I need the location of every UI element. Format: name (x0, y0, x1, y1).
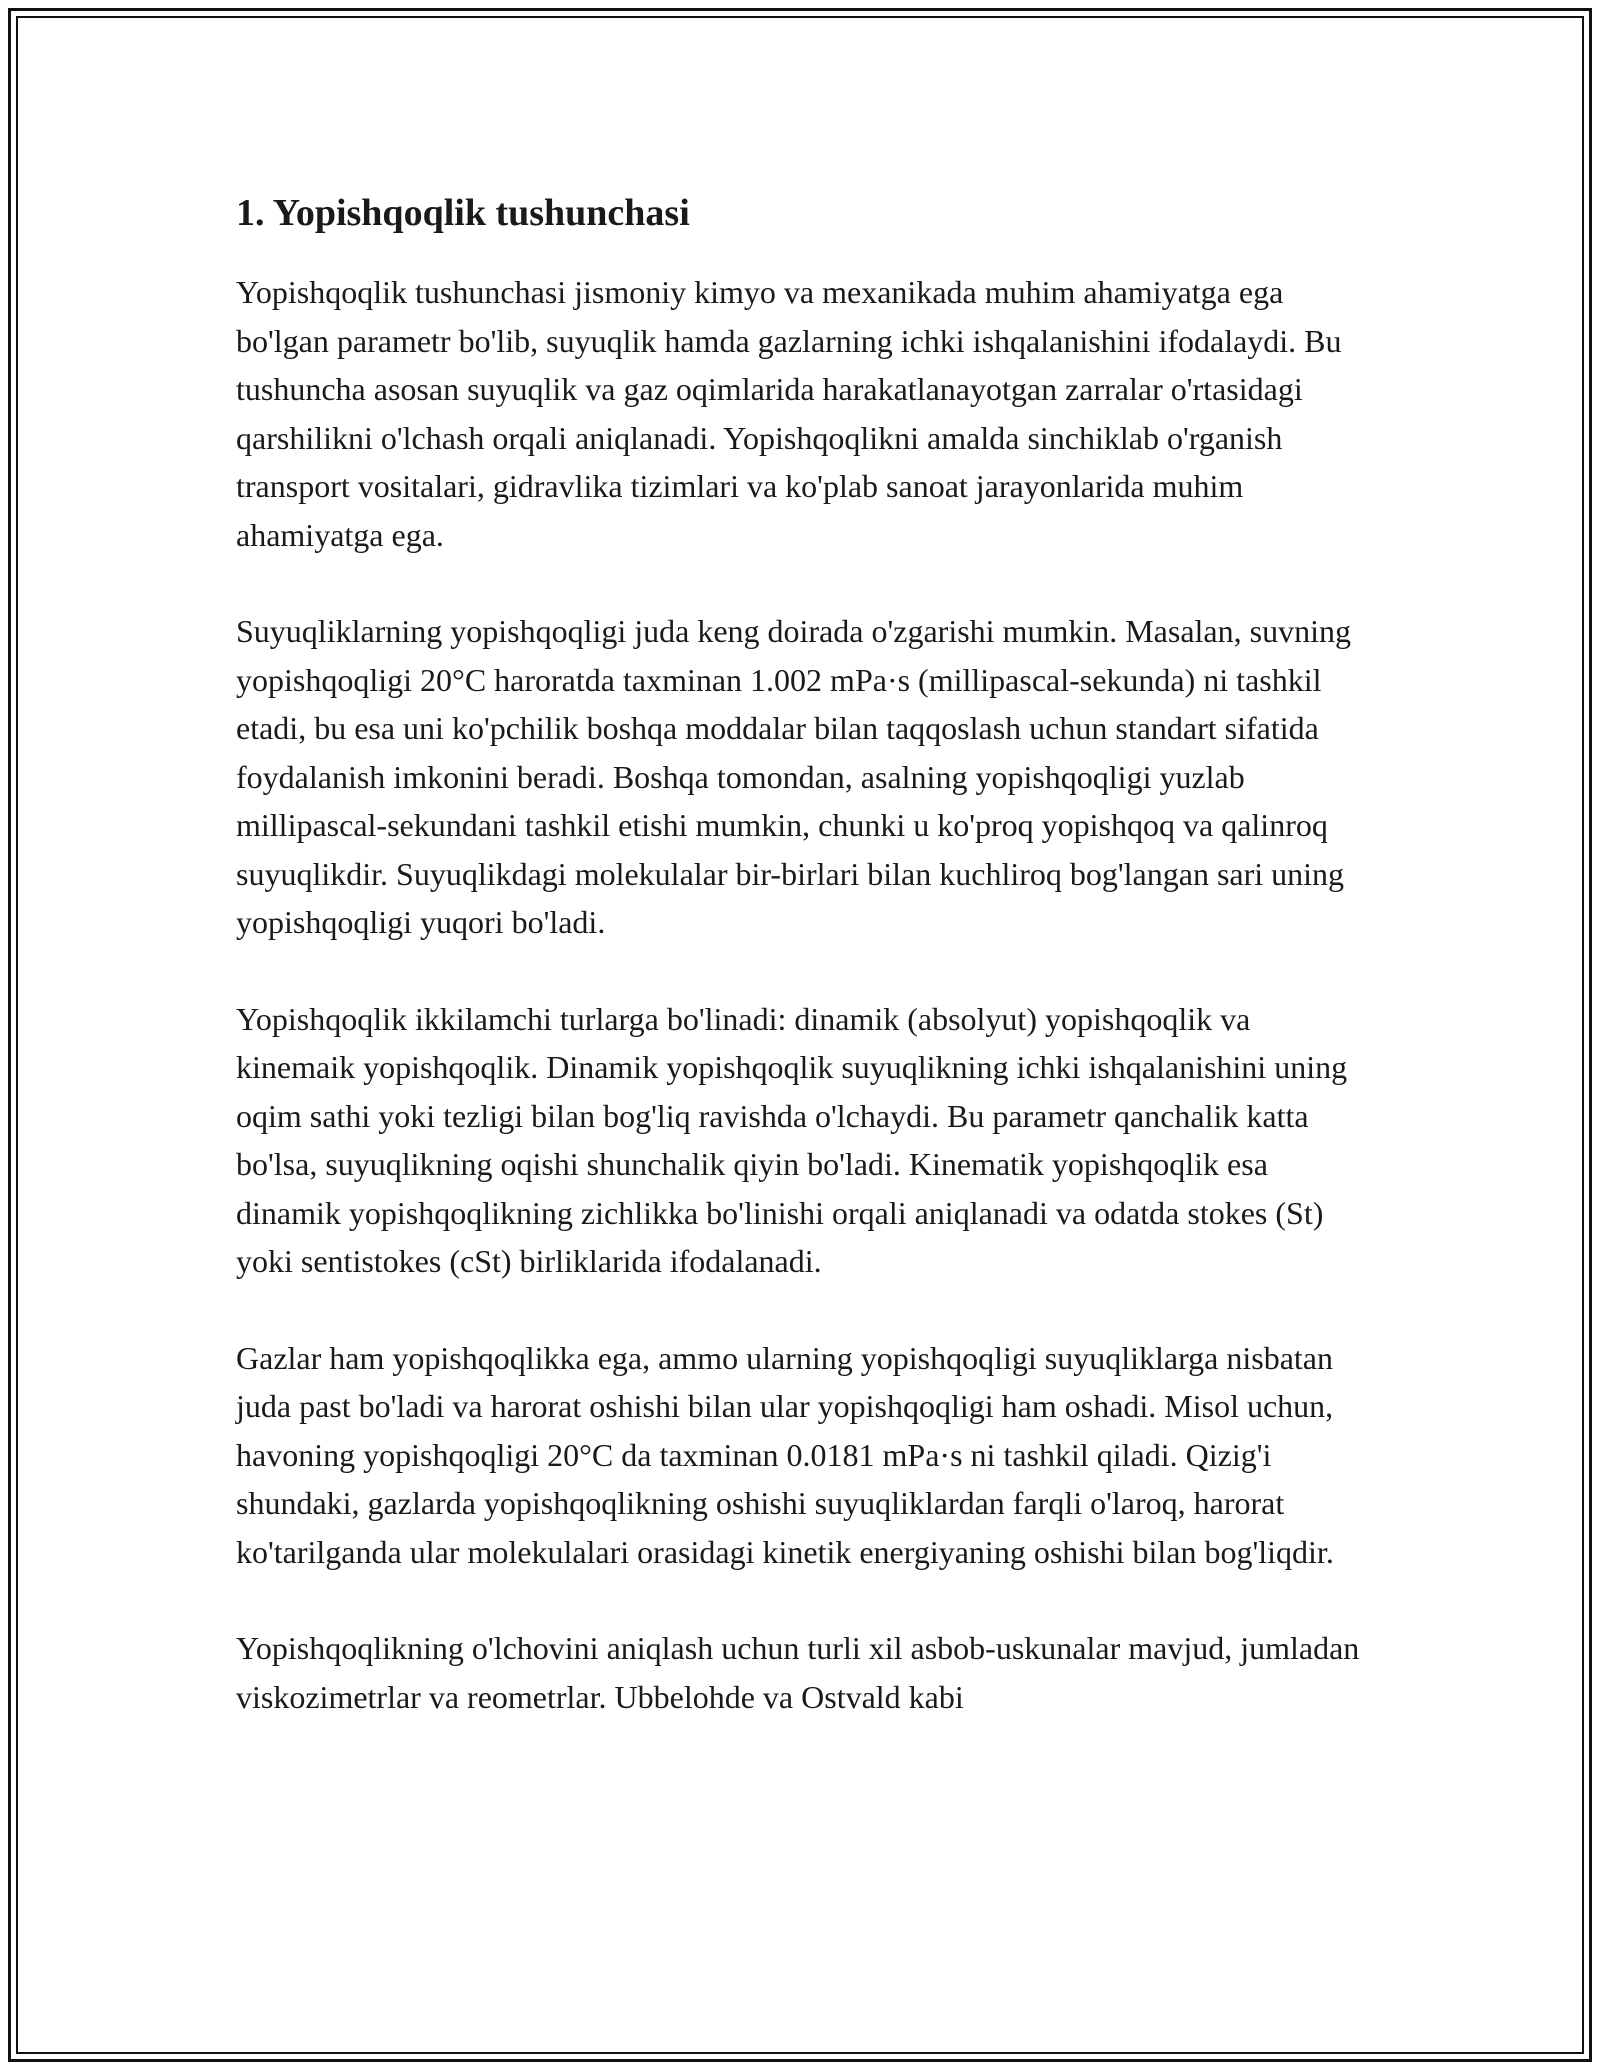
paragraph-1: Yopishqoqlik tushunchasi jismoniy kimyo va mexanikada muhim ahamiyatga ega bo'lgan parametr bo'lib, suyuqlik hamda gazlarning ichki ishqalanishini ifodalaydi. Bu tushuncha asosan suyuqlik va gaz oqimlarida harakatlanayotgan zarralar o'rtasidagi qarshilikni o'lchash orqali aniqlanadi. Yopishqoqlikni amalda sinchiklab o'rganish transport vositalari, gidravlika tizimlari va ko'plab sanoat jarayonlarida muhim ahamiyatga ega. (236, 274, 1342, 553)
paragraph-5: Yopishqoqlikning o'lchovini aniqlash uchun turli xil asbob-uskunalar mavjud, jumladan viskozimetrlar va reometrlar. Ubbelohde va Ostvald kabi (236, 1630, 1360, 1715)
section-heading: 1. Yopishqoqlik tushunchasi (236, 192, 690, 234)
paragraph-4: Gazlar ham yopishqoqlikka ega, ammo ularning yopishqoqligi suyuqliklarga nisbatan juda past bo'ladi va harorat oshishi bilan ular yopishqoqligi ham oshadi. Misol uchun, havoning yopishqoqligi 20°C da taxminan 0.0181 mPa·s ni tashkil qiladi. Qizig'i shundaki, gazlarda yopishqoqlikning oshishi suyuqliklardan farqli o'laroq, harorat ko'tarilganda ular molekulalari orasidagi kinetik energiyaning oshishi bilan bog'liqdir. (236, 1339, 1334, 1570)
paragraph-2: Suyuqliklarning yopishqoqligi juda keng doirada o'zgarishi mumkin. Masalan, suvning yopishqoqligi 20°C haroratda taxminan 1.002 mPa·s (millipascal-sekunda) ni tashkil etadi, bu esa uni ko'pchilik boshqa moddalar bilan taqqoslash uchun standart sifatida foydalanish imkonini beradi. Boshqa tomondan, asalning yopishqoqligi yuzlab millipascal-sekundani tashkil etishi mumkin, chunki u ko'proq yopishqoq va qalinroq suyuqlikdir. Suyuqlikdagi molekulalar bir-birlari bilan kuchliroq bog'langan sari uning yopishqoqligi yuqori bo'ladi. (236, 613, 1351, 940)
document-body (236, 184, 1376, 1769)
paragraph-3: Yopishqoqlik ikkilamchi turlarga bo'linadi: dinamik (absolyut) yopishqoqlik va kinemaik yopishqoqlik. Dinamik yopishqoqlik suyuqlikning ichki ishqalanishini uning oqim sathi yoki tezligi bilan bog'liq ravishda o'lchaydi. Bu parametr qanchalik katta bo'lsa, suyuqlikning oqishi shunchalik qiyin bo'ladi. Kinematik yopishqoqlik esa dinamik yopishqoqlikning zichlikka bo'linishi orqali aniqlanadi va odatda stokes (St) yoki sentistokes (cSt) birliklarida ifodalanadi. (236, 1000, 1348, 1279)
